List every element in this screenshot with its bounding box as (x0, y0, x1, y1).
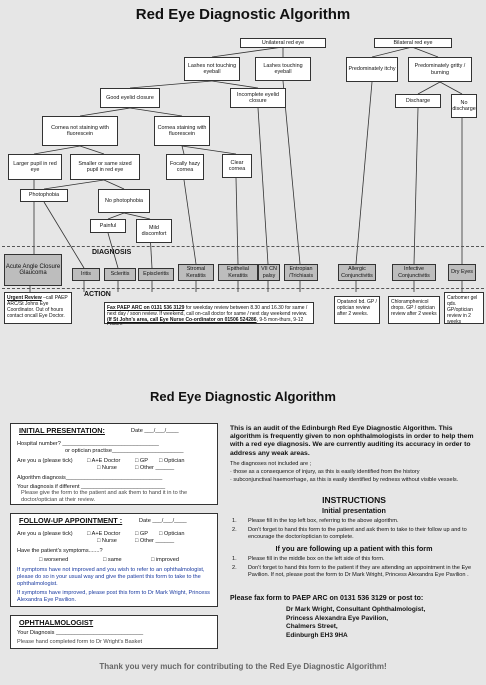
step-f1: Please fill in the middle box on the left side of this form. (248, 556, 385, 562)
improved-checkbox[interactable]: □ improved (151, 557, 179, 563)
symptoms-question: Have the patient's symptoms.......? (17, 548, 103, 554)
step-1: Please fill in the top left box, referring to the above algorithm. (248, 518, 399, 524)
audit-form-page (0, 325, 486, 685)
followup-heading: FOLLOW-UP APPOINTMENT : (19, 516, 123, 525)
initial-gp-checkbox[interactable]: □ GP (135, 458, 149, 464)
initial-note: Please give the form to the patient and ask them to hand it in to the doctor/optician at their review. (21, 490, 188, 503)
your-diagnosis-field[interactable]: Your diagnosis if different ___________________________ (17, 484, 166, 490)
node-clear-cornea: Clear cornea (222, 154, 252, 178)
dx-infective: Infective Conjunctivitis (392, 264, 436, 281)
ophth-note: Please hand completed form to Dr Wright's Basket (17, 639, 143, 645)
same-checkbox[interactable]: □ same (103, 557, 122, 563)
hospital-number-field[interactable]: Hospital number? _______________________________ (17, 441, 159, 447)
step-f1-number: 1. (232, 556, 237, 562)
initial-presentation-heading: Initial presentation (322, 506, 386, 515)
node-painful: Painful (90, 219, 126, 233)
node-no-photophobia: No photophobia (98, 189, 150, 213)
step-1-number: 1. (232, 518, 237, 524)
bullet-haemorrhage: · subconjunctival haemorrhage, as this is easily identified by redness without visible vessels. (230, 477, 459, 483)
audit-intro: This is an audit of the Edinburgh Red Eye Diagnostic Algorithm. This algorithm is frequently given to non ophthalmologists in order to help them with a red eye diagnosis. We are currently auditing its accuracy in order to address any weak areas. (230, 425, 474, 457)
action-divider (2, 288, 484, 289)
node-discharge: Discharge (395, 94, 441, 108)
action-fax (104, 302, 314, 324)
followup-optician-checkbox[interactable]: □ Optician (159, 531, 185, 537)
diagnosis-divider (2, 246, 484, 247)
node-incomplete-closure: Incomplete eyelid closure (230, 88, 286, 108)
followup-panel (10, 513, 218, 607)
step-2-number: 2. (232, 527, 237, 533)
action-label: ACTION (84, 291, 111, 298)
initial-ae-checkbox[interactable]: □ A+E Doctor (87, 458, 121, 464)
node-cornea-not-staining: Cornea not staining with fluorescein (42, 116, 118, 146)
node-smaller-pupil: Smaller or same sized pupil in red eye (70, 154, 140, 180)
node-bilateral: Bilateral red eye (374, 38, 452, 48)
dx-stromal: Stromal Keratitis (178, 264, 214, 281)
address-line-3: Chalmers Street, (286, 623, 338, 630)
node-larger-pupil: Larger pupil in red eye (8, 154, 62, 180)
algorithm-diagnosis-field[interactable]: Algorithm diagnosis_______________________________ (17, 475, 163, 481)
dx-entropian: Entropian /Trichiasis (284, 264, 318, 281)
not-included-heading: The diagnoses not included are ; (230, 461, 312, 467)
node-unilateral: Unilateral red eye (240, 38, 326, 48)
thanks-footer: Thank you very much for contributing to the Red Eye Diagnostic Algorithm! (99, 662, 387, 671)
action-urgent (4, 292, 72, 324)
node-lashes-touching: Lashes touching eyeball (255, 57, 311, 81)
node-no-discharge: No discharge (451, 94, 477, 118)
dx-dry-eyes: Dry Eyes (448, 264, 476, 281)
address-line-1: Dr Mark Wright, Consultant Ophthalmologist, (286, 606, 426, 613)
action-carbomer: Carbomer gel qds. GP/optician review in 2 weeks (444, 292, 484, 324)
optician-practise-field[interactable]: or optician practise_______________________ (65, 448, 184, 454)
dx-epithelial: Epithelial Keratitis (218, 264, 258, 281)
fax-text: for weekday review between 8.30 and 16.30 for same / next day / soon review. If weekend, call on-call doctor for same / next day weekend review. (107, 305, 308, 317)
action-chloramphenicol: Chloramphenicol drops. GP / optician review after 2 weeks (388, 296, 440, 324)
fax-title: Fax PAEP ARC on 0131 536 3129 (107, 305, 185, 311)
dx-allergic: Allergic Conjunctivitis (338, 264, 376, 281)
form-title: Red Eye Diagnostic Algorithm (150, 389, 336, 404)
dx-episcleritis: Episcleritis (138, 268, 174, 281)
dx-vii-cn: VII CN palsy (258, 264, 280, 281)
address-line-2: Princess Alexandra Eye Pavilion, (286, 614, 389, 622)
initial-optician-checkbox[interactable]: □ Optician (159, 458, 185, 464)
initial-role-question: Are you a (please tick) (17, 458, 73, 464)
dx-iritis: Iritis (72, 268, 100, 281)
initial-heading: INITIAL PRESENTATION: (19, 426, 105, 435)
followup-date-field[interactable]: Date ___/___/____ (139, 518, 187, 524)
fax-instruction: Please fax form to PAEP ARC on 0131 536 3129 or post to: (230, 595, 424, 602)
initial-date-field[interactable]: Date ___/___/____ (131, 428, 179, 434)
followup-role-question: Are you a (please tick) (17, 531, 73, 537)
worsened-checkbox[interactable]: □ worsened (39, 557, 69, 563)
diagnosis-label: DIAGNOSIS (92, 249, 132, 256)
address-line-4: Edinburgh EH3 9HA (286, 631, 348, 639)
node-cornea-staining: Cornea staining with fluorescein (154, 116, 210, 146)
step-f2: Don't forget to hand this form to the patient if they are attending an appointment in the Eye Pavilion. If not, please post the form to Dr Mark Wright, Princess Alexandra Eye Pavilion . (248, 565, 472, 578)
node-good-closure: Good eyelid closure (100, 88, 160, 108)
ophth-heading: OPHTHALMOLOGIST (19, 618, 94, 627)
not-improved-note: If symptoms have not improved and you wish to refer to an ophthalmologist, please do so in your usual way and give the patient this form to take to the ophthalmologist. (17, 567, 205, 587)
algorithm-page (0, 0, 486, 325)
ophth-diagnosis-field[interactable]: Your Diagnosis ____________________________ (17, 630, 144, 636)
followup-other-checkbox[interactable]: □ Other ______ (135, 538, 175, 544)
urgent-title: Urgent Review (7, 295, 42, 301)
dx-scleritis: Scleritis (104, 268, 136, 281)
urgent-text: –call PAEP ARC/St Johns Eye Coordinator. Out of hours contact oncall Eye Doctor. (7, 295, 68, 319)
action-opatanol: Opatanol bd. GP / optician review after 2 weeks. (334, 296, 380, 324)
node-focally-hazy: Focally hazy cornea (166, 154, 204, 180)
node-photophobia: Photophobia (20, 189, 68, 202)
instructions-heading: INSTRUCTIONS (322, 495, 386, 505)
step-f2-number: 2. (232, 565, 237, 571)
dx-glaucoma: Acute Angle Closure Glaucoma (4, 254, 62, 286)
followup-nurse-checkbox[interactable]: □ Nurse (97, 538, 117, 544)
algorithm-title: Red Eye Diagnostic Algorithm (135, 6, 351, 23)
initial-nurse-checkbox[interactable]: □ Nurse (97, 465, 117, 471)
node-mild: Mild discomfort (136, 219, 172, 243)
node-gritty: Predominately gritty / burning (408, 57, 472, 82)
followup-gp-checkbox[interactable]: □ GP (135, 531, 149, 537)
node-itchy: Predominately itchy (346, 57, 398, 82)
followup-instructions-heading: If you are following up a patient with this form (275, 544, 433, 553)
stjohn-title: (If St John's area, call Eye Nurse Co-ordinator on 01506 524286 (107, 317, 257, 323)
initial-panel (10, 423, 218, 505)
bullet-injury: · those as a consequence of injury, as this is easily identified from the history (230, 469, 420, 475)
stjohn-text: , 9-5 mon-thurs, 9-12 (256, 317, 304, 323)
improved-note: If symptoms have improved, please post this form to Dr Mark Wright, Princess Alexandra Eye Pavilion. (17, 590, 210, 603)
ophthalmologist-panel (10, 615, 218, 649)
followup-ae-checkbox[interactable]: □ A+E Doctor (87, 531, 121, 537)
initial-other-checkbox[interactable]: □ Other ______ (135, 465, 175, 471)
node-lashes-not-touching: Lashes not touching eyeball (184, 57, 240, 81)
address (286, 606, 476, 640)
step-2: Don't forget to hand this form to the patient and ask them to take to their follow up and to encourage the doctor/optician to complete. (248, 527, 467, 540)
